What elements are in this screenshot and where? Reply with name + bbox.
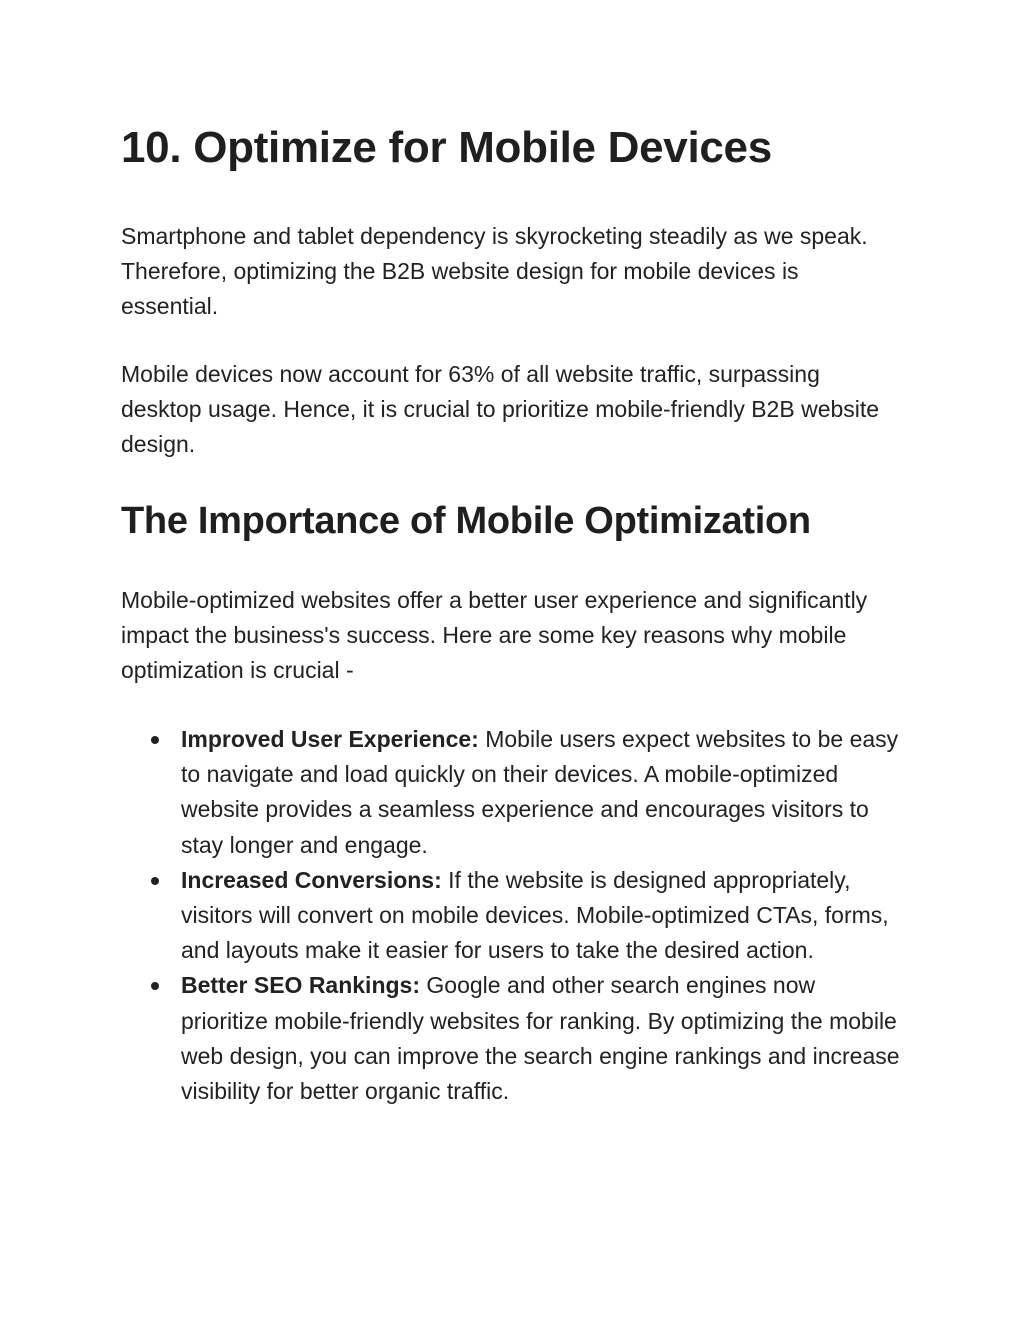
list-item-lead: Better SEO Rankings: — [181, 972, 420, 999]
paragraph: Smartphone and tablet dependency is skyrocketing steadily as we speak. Therefore, optimizing the B2B website design for mobile devices is essential. — [121, 223, 868, 319]
list-item-text: Mobile users expect websites to be easy to navigate and load quickly on their devices. A mobile-optimized website provides a seamless experience and encourages visitors to stay longer and engage. — [181, 726, 899, 858]
list-item — [121, 968, 901, 1109]
list-item-text: If the website is designed appropriately, visitors will convert on mobile devices. Mobile-optimized CTAs, forms, and layouts make it easier for users to take the desired action. — [181, 866, 889, 964]
bullet-icon — [151, 877, 159, 885]
list-item-lead: Increased Conversions: — [181, 866, 442, 893]
bullet-icon — [151, 982, 159, 990]
paragraph: Mobile devices now account for 63% of all website traffic, surpassing desktop usage. Hence, it is crucial to prioritize mobile-friendly B2B website design. — [121, 361, 880, 457]
list-item — [121, 722, 901, 863]
reasons-list — [121, 722, 901, 1109]
bullet-icon — [151, 736, 159, 744]
page-title: 10. Optimize for Mobile Devices — [121, 123, 772, 172]
section-intro: Mobile-optimized websites offer a better user experience and significantly impact the business's success. Here are some key reasons why mobile optimization is crucial - — [121, 587, 868, 683]
list-item-lead: Improved User Experience: — [181, 726, 479, 752]
list-item-text: Google and other search engines now prioritize mobile-friendly websites for ranking. By optimizing the mobile web design, you can improve the search engine rankings and increase visibility for better organic traffic. — [181, 972, 900, 1105]
section-heading: The Importance of Mobile Optimization — [121, 500, 811, 542]
list-item — [121, 863, 901, 969]
